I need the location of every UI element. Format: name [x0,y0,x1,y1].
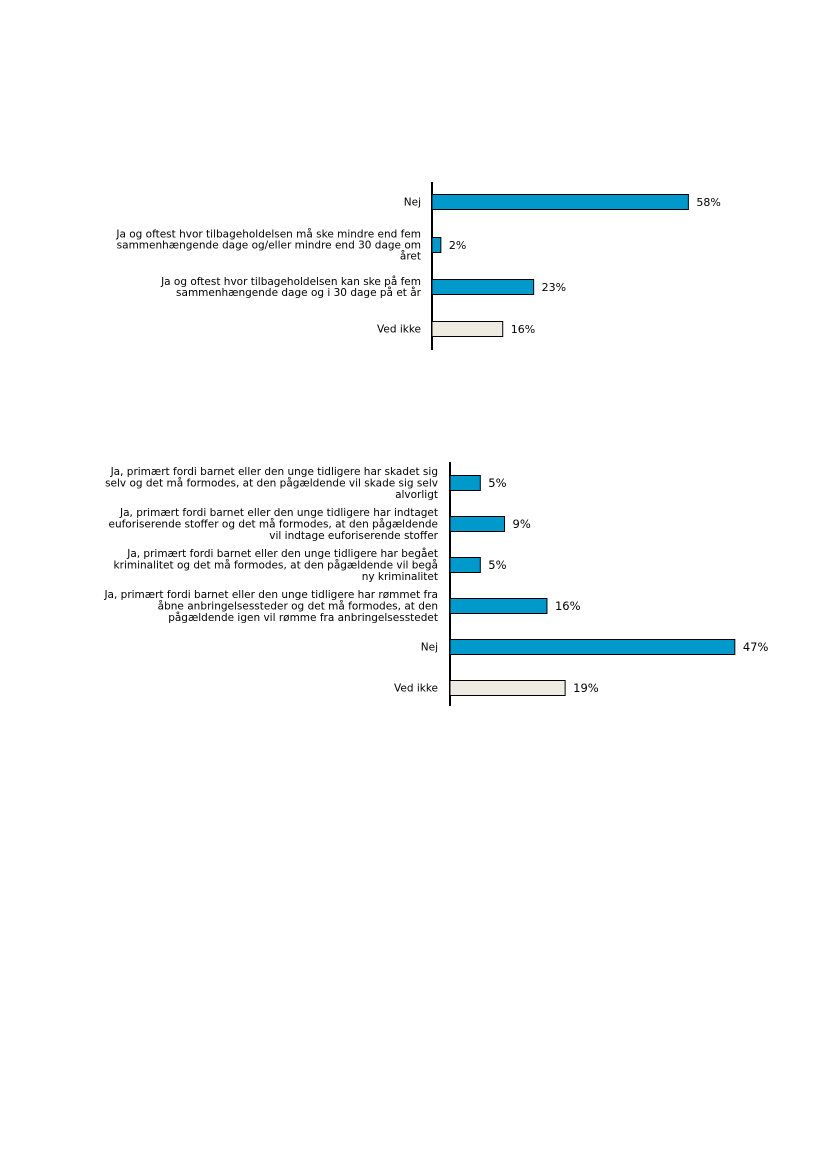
category-label-line: Ved ikke [394,682,438,695]
chart-2-bar-4 [450,599,547,614]
category-label-line: Ja og oftest hvor tilbageholdelsen må ske mindre end fem [116,228,421,241]
chart-2-bar-6 [450,681,565,696]
chart-2-bar-1 [450,476,480,491]
chart-2-bar-5 [450,640,735,655]
category-label-line: Nej [403,196,421,209]
category-label-line: Ja, primært fordi barnet eller den unge tidligere har rømmet fra [104,589,438,602]
category-label-line: sammenhængende dage og i 30 dage på et år [176,287,421,299]
chart-2-category-label-6 [394,683,438,695]
chart-1-category-label-2 [115,228,421,263]
chart-2-value-label-5: 47% [742,640,769,654]
chart-1-value-label-3: 23% [541,281,567,294]
chart-1-value-label-2: 2% [448,239,467,252]
bar-chart-2 [103,462,768,706]
category-label-line: Ja, primært fordi barnet eller den unge tidligere har skadet sig [110,466,438,479]
chart-2-value-label-2: 9% [512,517,531,531]
category-label-line: året [399,250,421,263]
category-label-line: Ja, primært fordi barnet eller den unge tidligere har indtaget [119,507,438,520]
chart-2-value-label-3: 5% [488,558,507,572]
category-label-line: ny kriminalitet [361,570,438,583]
chart-2-category-label-1 [105,466,438,501]
category-label-line: Ved ikke [377,323,421,336]
category-label-line: kriminalitet og det må formodes, at den pågældende vil begå [113,559,438,572]
category-label-line: Ja og oftest hvor tilbageholdelsen kan ske på fem [161,276,421,288]
chart-2-bar-3 [450,558,480,573]
category-label-line: alvorligt [395,488,438,501]
category-label-line: vil indtage euforiserende stoffer [269,529,438,542]
chart-2-category-label-5 [421,642,438,654]
chart-1-bar-2 [432,238,441,253]
category-label-line: Nej [420,641,438,654]
category-label-line: Ja, primært fordi barnet eller den unge tidligere har begået [127,548,438,561]
chart-2-bar-2 [450,517,505,532]
category-label-line: sammenhængende dage og/eller mindre end 30 dage om [116,239,421,252]
chart-2-value-label-6: 19% [573,681,599,695]
chart-1-category-label-3 [160,275,422,299]
chart-1-category-label-1 [404,197,421,209]
chart-1-category-label-4 [377,324,421,336]
chart-2-category-label-2 [108,507,438,542]
chart-2-value-label-4: 16% [554,599,581,613]
category-label-line: selv og det må formodes, at den pågældende vil skade sig selv [105,477,438,490]
category-label-line: pågældende igen vil rømme fra anbringelsesstedet [168,611,438,624]
chart-1-bar-3 [432,280,534,295]
chart-1-value-label-1: 58% [696,196,721,209]
chart-2-category-label-3 [114,547,438,583]
category-label-line: åbne anbringelsessteder og det må formodes, at den [157,600,438,613]
chart-1-bar-4 [432,322,503,337]
chart-2-value-label-1: 5% [488,476,507,490]
chart-1-value-label-4: 16% [510,323,536,336]
category-label-line: euforiserende stoffer og det må formodes, at den pågældende [108,518,438,531]
bar-chart-1 [115,182,720,350]
chart-1-bar-1 [432,195,688,210]
chart-2-category-label-4 [103,589,438,624]
